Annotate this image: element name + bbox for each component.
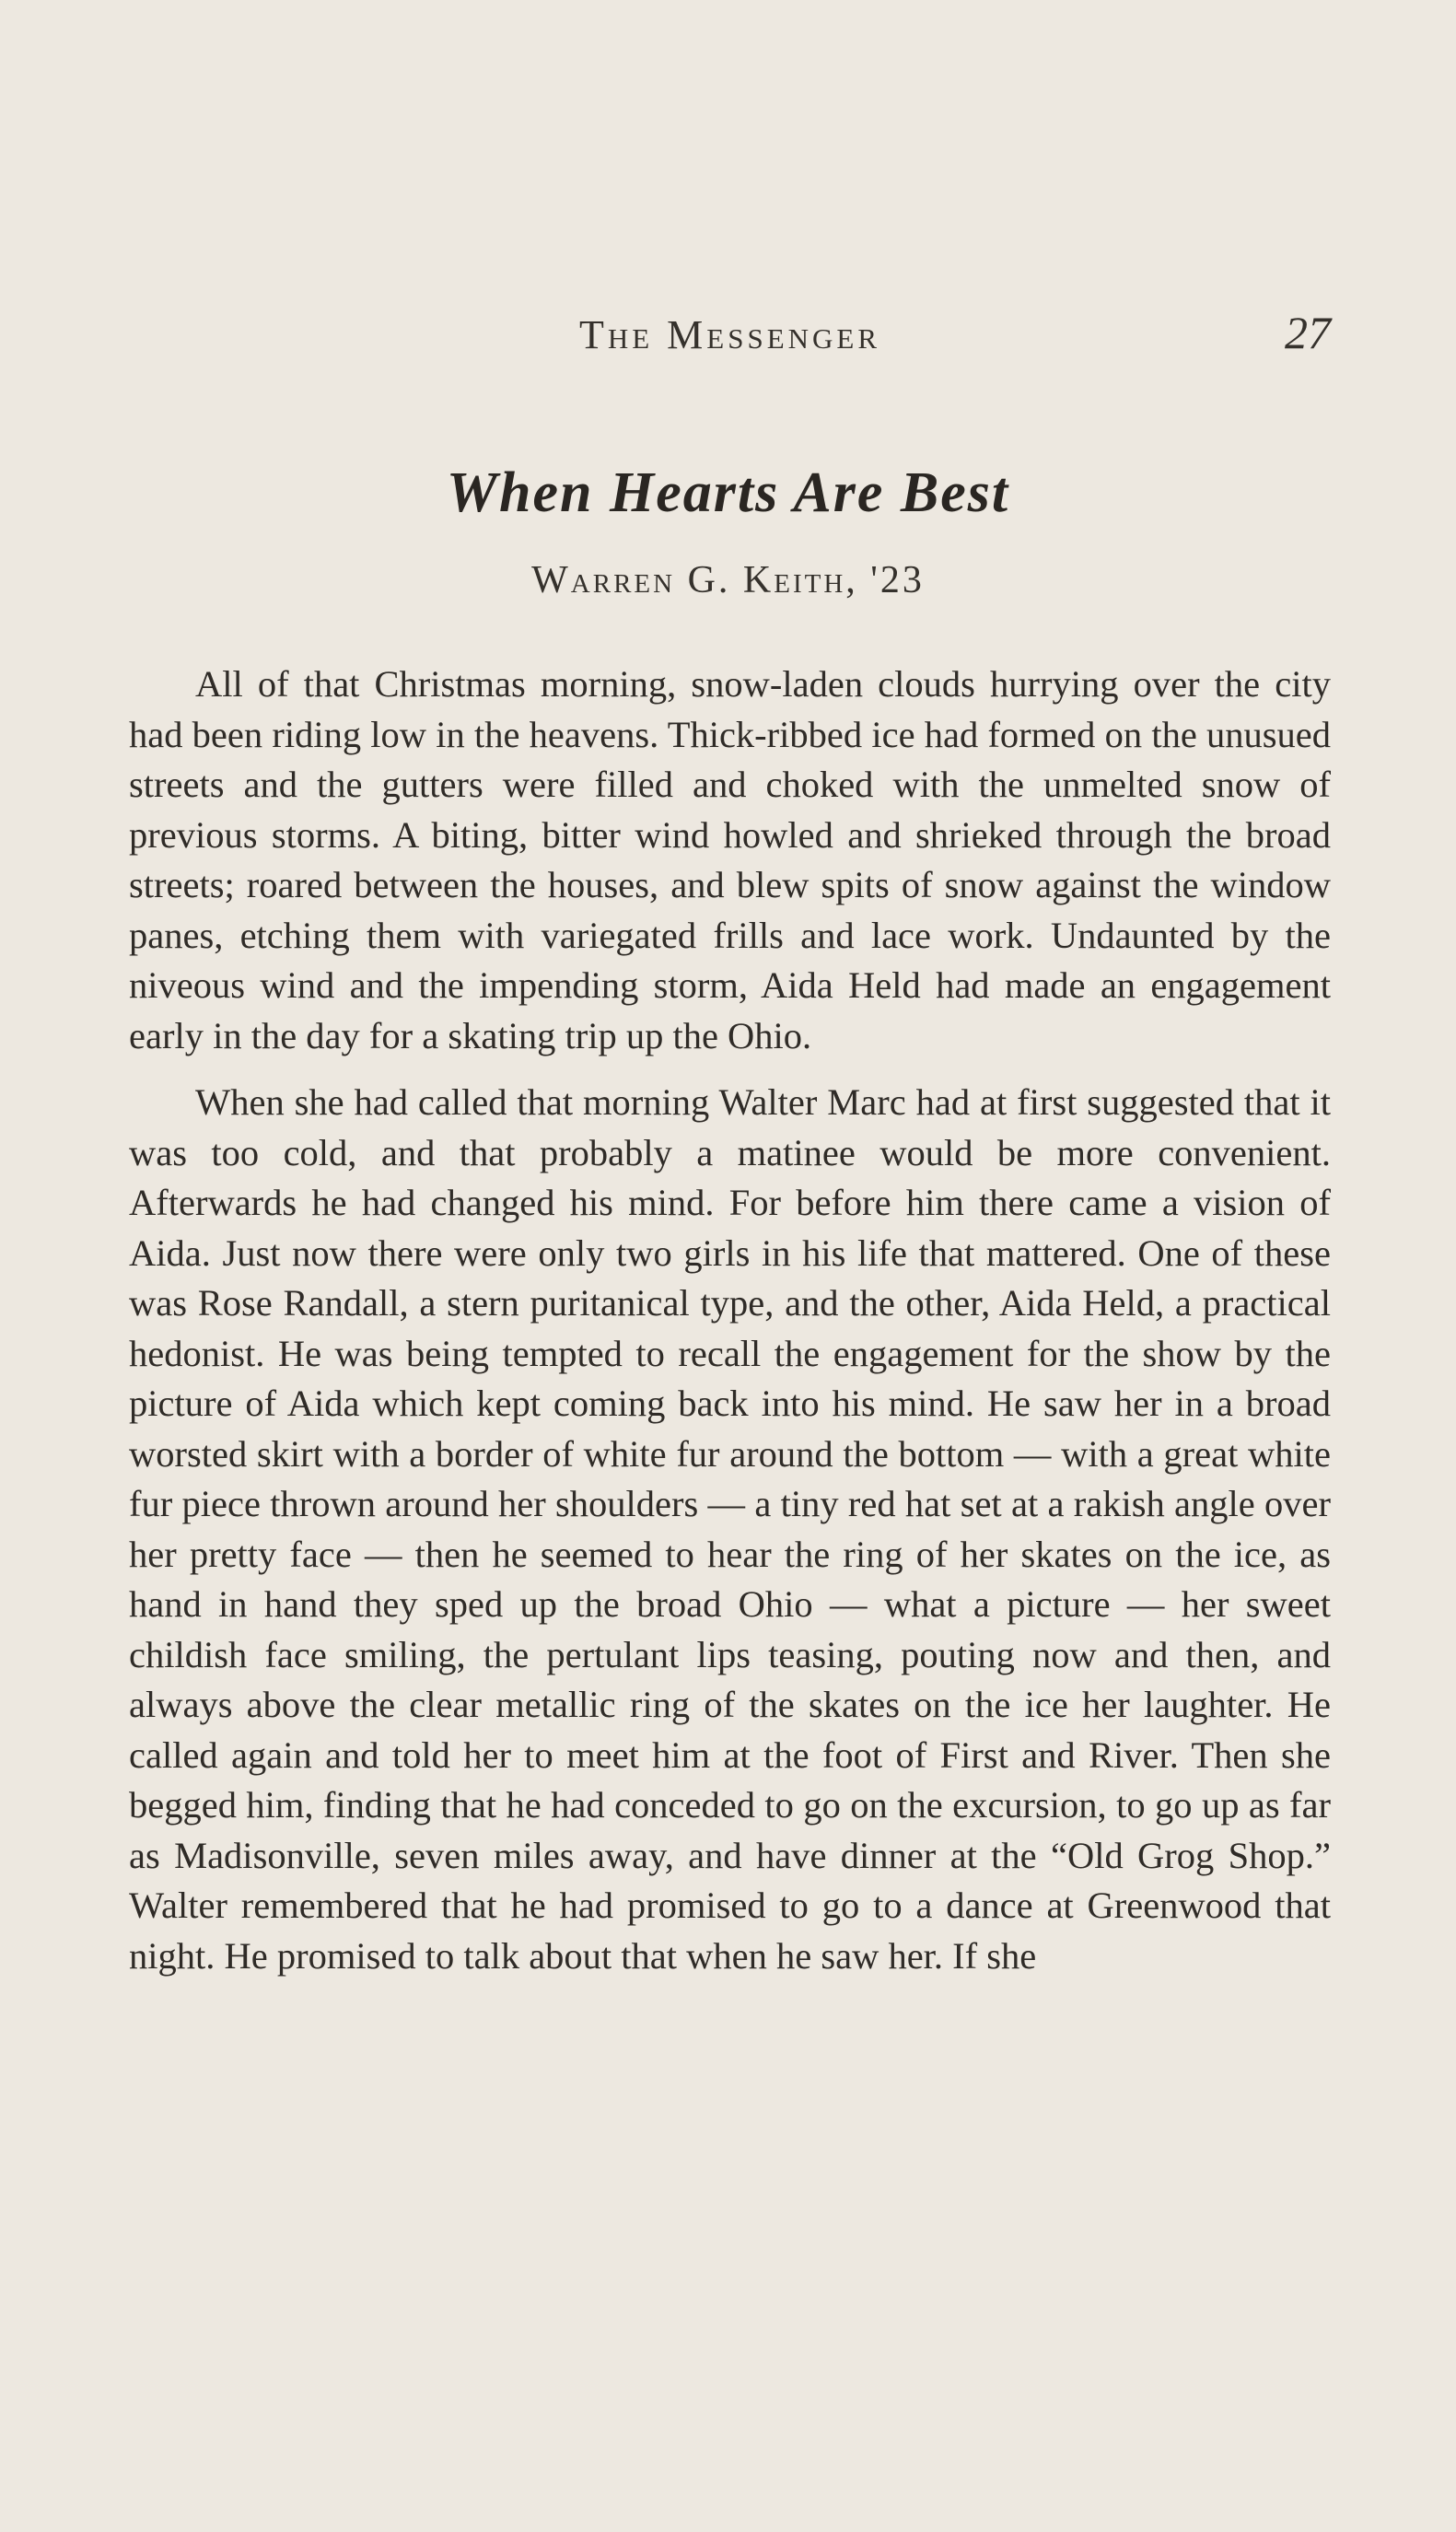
running-head	[129, 307, 1331, 367]
paragraph: All of that Christmas morning, snow-laden clouds hurrying over the city had been riding low in the heavens. Thick-ribbed ice had formed on the unusued streets and the gutters were filled and choked with the unmelted snow of previous storms. A biting, bitter wind howled and shrieked through the broad streets; roared between the houses, and blew spits of snow against the window panes, etching them with variegated frills and lace work. Undaunted by the niveous wind and the impending storm, Aida Held had made an engagement early in the day for a skating trip up the Ohio.	[129, 663, 1331, 1056]
article-body	[129, 659, 1331, 1998]
page-number: 27	[1285, 307, 1331, 358]
article-title: When Hearts Are Best	[446, 461, 1010, 524]
paragraph: When she had called that morning Walter Marc had at first suggested that it was too cold, and that probably a matinee would be more convenient. Afterwards he had changed his mind. For before him there came a vision of Aida. Just now there were only two girls in his life that mattered. One of these was Rose Randall, a stern puritanical type, and the other, Aida Held, a practical hedonist. He was being tempted to recall the engagement for the show by the picture of Aida which kept coming back into his mind. He saw her in a broad worsted skirt with a border of white fur around the bottom — with a great white fur piece thrown around her shoulders — a tiny red hat set at a rakish angle over her pretty face — then he seemed to hear the ring of her skates on the ice, as hand in hand they sped up the broad Ohio — what a picture — her sweet childish face smiling, the pertulant lips teasing, pouting now and then, and always above the clear metallic ring of the skates on the ice her laughter. He called again and told her to meet him at the foot of First and River. Then she begged him, finding that he had conceded to go on the excursion, to go up as far as Madisonville, seven miles away, and have dinner at the “Old Grog Shop.” Walter remembered that he had promised to go to a dance at Greenwood that night. He promised to talk about that when he saw her. If she	[129, 1081, 1331, 1977]
article-byline: Warren G. Keith, '23	[531, 559, 925, 601]
running-title: The Messenger	[578, 312, 881, 357]
